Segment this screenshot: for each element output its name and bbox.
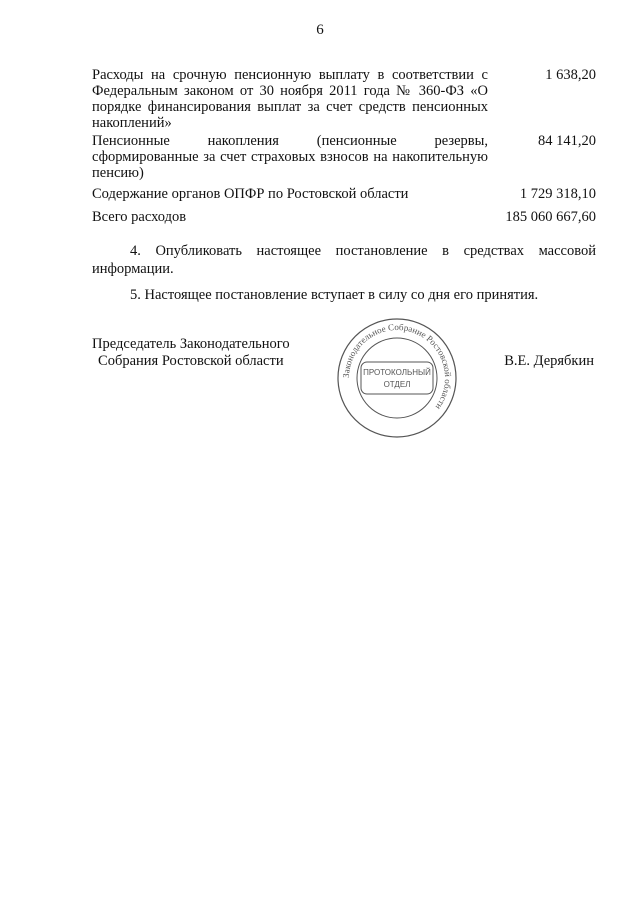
stamp-outer-ring [338,319,456,437]
stamp-center-line2: ОТДЕЛ [383,380,411,389]
signatory-name: В.Е. Дерябкин [504,353,594,369]
expense-total-amount: 185 060 667,60 [505,209,596,225]
expense-row [92,186,596,204]
expense-description: Пенсионные накопления (пенсионные резервы, сформированные за счет страховых взносов на накопительную пенсию) [92,133,488,181]
signatory-title-line1: Председатель Законодательного [92,336,290,352]
expense-amount: 1 729 318,10 [519,186,596,202]
expense-amount: 84 141,20 [538,133,596,149]
expense-row [92,67,596,131]
paragraph-publish: 4. Опубликовать настоящее постановление в средствах массовой информации. [92,243,596,277]
stamp-center-line1: ПРОТОКОЛЬНЫЙ [363,368,431,377]
expense-amount: 1 638,20 [545,67,596,83]
expense-total-label: Всего расходов [92,209,187,225]
page-number: 6 [316,22,324,38]
expense-total-row [92,209,596,227]
expense-row [92,133,596,181]
official-stamp [335,316,459,440]
stamp-inner-ring [357,338,437,418]
signatory-title [92,336,290,370]
expense-description: Расходы на срочную пенсионную выплату в соответствии с Федеральным законом от 30 ноября 2011 года № 360-ФЗ «О порядке финансирования выплат за счет средств пенсионных накоплений» [92,67,488,131]
stamp-center-box [361,362,433,394]
paragraph-effective: 5. Настоящее постановление вступает в силу со дня его принятия. [130,287,539,303]
expense-description: Содержание органов ОПФР по Ростовской области [92,186,409,202]
stamp-graphic [335,316,459,440]
signatory-title-line2: Собрания Ростовской области [98,353,284,369]
stamp-ring-text: Законодательное Собрание Ростовской области [340,321,454,412]
